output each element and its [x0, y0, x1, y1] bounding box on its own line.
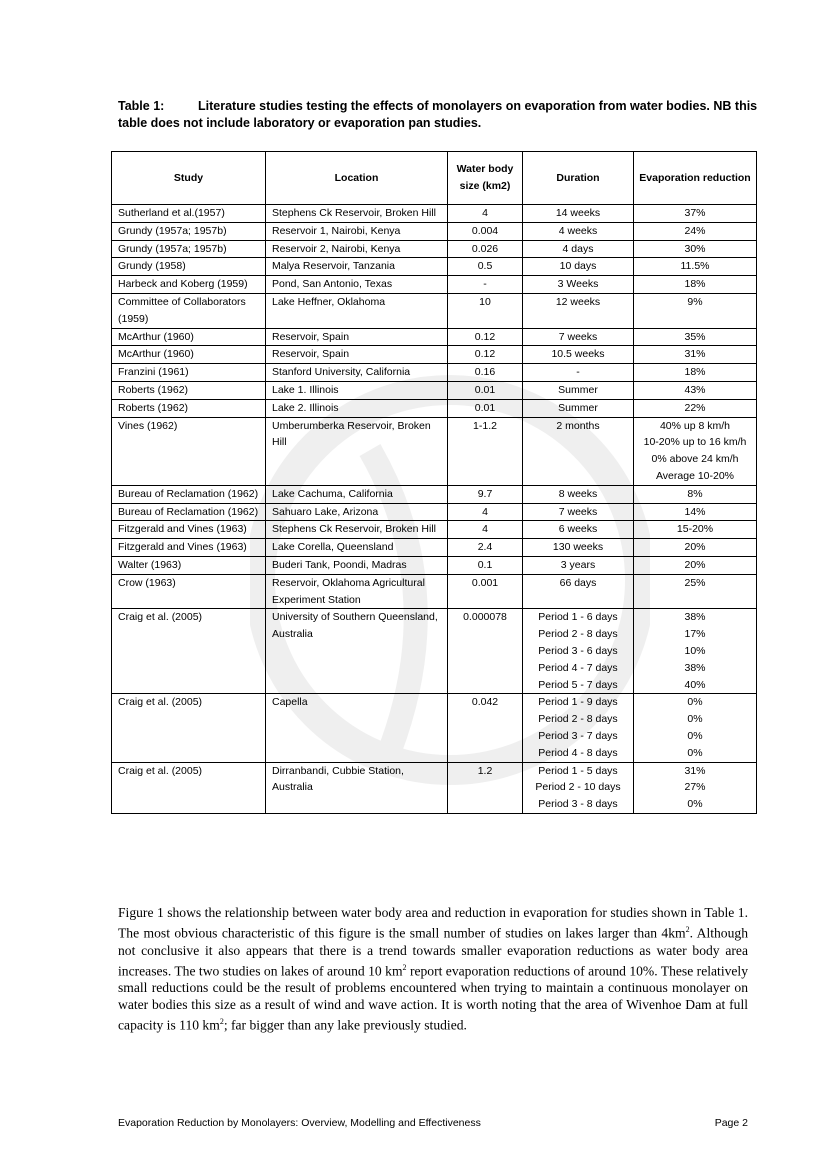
cell-location: Lake 2. Illinois — [266, 399, 448, 417]
reduction-line: 0% — [687, 696, 703, 709]
cell-duration — [523, 503, 634, 521]
cell-study: Crow (1963) — [112, 574, 266, 609]
cell-size: 0.042 — [448, 694, 523, 762]
cell-size: 0.01 — [448, 399, 523, 417]
cell-duration — [523, 694, 634, 762]
superscript-1: 2 — [685, 925, 690, 934]
table-row — [112, 521, 757, 539]
reduction-line: 25% — [684, 576, 706, 589]
cell-duration — [523, 293, 634, 328]
cell-study: Craig et al. (2005) — [112, 609, 266, 694]
reduction-line: 40% — [684, 678, 706, 691]
cell-size: 0.1 — [448, 556, 523, 574]
cell-reduction — [634, 694, 757, 762]
paragraph-text-3: report evaporation reductions of around 10%. These relatively small reductions could be the result of problems encountered when trying to maintain a continuous monolayer on water bodies this size as a result of wind and wave action. It is worth noting that the area of Wivenhoe Dam at full capacity is 110 km — [118, 963, 748, 1033]
table-row — [112, 222, 757, 240]
reduction-line: 15-20% — [676, 523, 714, 536]
cell-location: Dirranbandi, Cubbie Station, Australia — [266, 762, 448, 813]
cell-study: Franzini (1961) — [112, 364, 266, 382]
duration-line: 4 weeks — [558, 224, 598, 237]
cell-location: Sahuaro Lake, Arizona — [266, 503, 448, 521]
cell-duration — [523, 574, 634, 609]
reduction-line: 0% above 24 km/h — [651, 453, 739, 466]
cell-size: 0.001 — [448, 574, 523, 609]
cell-study: Committee of Collaborators (1959) — [112, 293, 266, 328]
header-location: Location — [266, 152, 448, 205]
duration-line: Period 4 - 7 days — [538, 661, 618, 674]
table-row — [112, 539, 757, 557]
duration-line: Period 4 - 8 days — [538, 746, 618, 759]
cell-location: Stephens Ck Reservoir, Broken Hill — [266, 521, 448, 539]
cell-study: McArthur (1960) — [112, 328, 266, 346]
cell-size: 0.01 — [448, 381, 523, 399]
header-study: Study — [112, 152, 266, 205]
cell-size: 9.7 — [448, 485, 523, 503]
duration-line: - — [576, 366, 580, 379]
table-row — [112, 503, 757, 521]
cell-reduction — [634, 381, 757, 399]
cell-study: Harbeck and Koberg (1959) — [112, 276, 266, 294]
cell-reduction — [634, 258, 757, 276]
paragraph-text-4: ; far bigger than any lake previously studied. — [223, 1017, 467, 1033]
cell-reduction — [634, 762, 757, 813]
cell-duration — [523, 539, 634, 557]
duration-line: Period 3 - 6 days — [538, 644, 618, 657]
table-row — [112, 364, 757, 382]
table-row — [112, 574, 757, 609]
cell-duration — [523, 485, 634, 503]
literature-table — [111, 151, 757, 814]
reduction-line: 20% — [684, 558, 706, 571]
reduction-line: 38% — [684, 661, 706, 674]
duration-line: Period 1 - 9 days — [538, 696, 618, 709]
cell-size: 4 — [448, 205, 523, 223]
duration-line: Period 5 - 7 days — [538, 678, 618, 691]
cell-reduction — [634, 574, 757, 609]
table-row — [112, 293, 757, 328]
cell-reduction — [634, 328, 757, 346]
cell-study: Grundy (1957a; 1957b) — [112, 240, 266, 258]
table-row — [112, 694, 757, 762]
reduction-line: 35% — [684, 330, 706, 343]
reduction-line: 10-20% up to 16 km/h — [643, 436, 747, 449]
reduction-line: 22% — [684, 401, 706, 414]
table-caption — [118, 98, 758, 132]
duration-line: Period 3 - 8 days — [538, 798, 618, 811]
reduction-line: 0% — [687, 746, 703, 759]
duration-line: Summer — [558, 383, 598, 396]
reduction-line: 11.5% — [680, 260, 710, 273]
cell-reduction — [634, 417, 757, 485]
table-row — [112, 328, 757, 346]
cell-location: Reservoir, Oklahoma Agricultural Experiment Station — [266, 574, 448, 609]
cell-size: 2.4 — [448, 539, 523, 557]
cell-location: Stephens Ck Reservoir, Broken Hill — [266, 205, 448, 223]
cell-duration — [523, 417, 634, 485]
cell-reduction — [634, 205, 757, 223]
paragraph-text-2: . Although not conclusive it also appears that there is a trend towards smaller evaporation reductions as water body area increases. The two studies on lakes of around 10 km — [118, 925, 748, 979]
cell-size: 0.12 — [448, 328, 523, 346]
table-body — [112, 205, 757, 814]
cell-study: McArthur (1960) — [112, 346, 266, 364]
cell-size: 1.2 — [448, 762, 523, 813]
cell-study: Roberts (1962) — [112, 399, 266, 417]
table-header-row — [112, 152, 757, 205]
duration-line: 10.5 weeks — [551, 348, 605, 361]
duration-line: 6 weeks — [558, 523, 598, 536]
cell-size: 0.000078 — [448, 609, 523, 694]
duration-line: 3 Weeks — [557, 278, 599, 291]
table-row — [112, 609, 757, 694]
cell-study: Grundy (1957a; 1957b) — [112, 222, 266, 240]
reduction-line: 27% — [684, 781, 706, 794]
cell-study: Fitzgerald and Vines (1963) — [112, 521, 266, 539]
cell-size: 10 — [448, 293, 523, 328]
cell-study: Sutherland et al.(1957) — [112, 205, 266, 223]
duration-line: 2 months — [556, 419, 600, 432]
duration-line: 7 weeks — [558, 505, 598, 518]
paragraph-text-1: Figure 1 shows the relationship between water body area and reduction in evaporation for studies shown in Table 1. The most obvious characteristic of this figure is the small number of studies on lakes larger than 4km — [118, 905, 748, 941]
superscript-2: 2 — [402, 962, 407, 972]
cell-reduction — [634, 539, 757, 557]
table-row — [112, 258, 757, 276]
cell-location: Malya Reservoir, Tanzania — [266, 258, 448, 276]
cell-location: Buderi Tank, Poondi, Madras — [266, 556, 448, 574]
cell-duration — [523, 381, 634, 399]
cell-location: Lake Corella, Queensland — [266, 539, 448, 557]
cell-duration — [523, 328, 634, 346]
reduction-line: 18% — [684, 278, 706, 291]
reduction-line: 18% — [684, 366, 706, 379]
cell-study: Fitzgerald and Vines (1963) — [112, 539, 266, 557]
duration-line: Period 2 - 8 days — [538, 628, 618, 641]
duration-line: 66 days — [559, 576, 597, 589]
table-row — [112, 399, 757, 417]
body-paragraph — [118, 904, 748, 1034]
cell-location: Reservoir, Spain — [266, 328, 448, 346]
reduction-line: 14% — [684, 505, 706, 518]
cell-duration — [523, 240, 634, 258]
cell-reduction — [634, 485, 757, 503]
cell-study: Craig et al. (2005) — [112, 694, 266, 762]
cell-duration — [523, 258, 634, 276]
cell-reduction — [634, 609, 757, 694]
cell-location: Reservoir 1, Nairobi, Kenya — [266, 222, 448, 240]
duration-line: Period 3 - 7 days — [538, 729, 618, 742]
duration-line: Summer — [558, 401, 598, 414]
footer-page-number: Page 2 — [714, 1117, 748, 1129]
cell-size: 0.004 — [448, 222, 523, 240]
cell-location: Capella — [266, 694, 448, 762]
table-caption-text: Literature studies testing the effects of monolayers on evaporation from water bodies. NB this table does not include laboratory or evaporation pan studies. — [118, 99, 758, 130]
cell-duration — [523, 205, 634, 223]
header-duration: Duration — [523, 152, 634, 205]
cell-location: Stanford University, California — [266, 364, 448, 382]
table-row — [112, 556, 757, 574]
cell-study: Roberts (1962) — [112, 381, 266, 399]
duration-line: 130 weeks — [552, 541, 604, 554]
cell-study: Craig et al. (2005) — [112, 762, 266, 813]
footer-title: Evaporation Reduction by Monolayers: Overview, Modelling and Effectiveness — [118, 1117, 481, 1129]
superscript-3: 2 — [219, 1017, 224, 1027]
reduction-line: 24% — [684, 224, 706, 237]
cell-study: Bureau of Reclamation (1962) — [112, 485, 266, 503]
cell-reduction — [634, 399, 757, 417]
cell-location: Umberumberka Reservoir, Broken Hill — [266, 417, 448, 485]
cell-location: Lake Heffner, Oklahoma — [266, 293, 448, 328]
cell-reduction — [634, 556, 757, 574]
reduction-line: 20% — [684, 541, 706, 554]
duration-line: Period 1 - 6 days — [538, 611, 618, 624]
reduction-line: 38% — [684, 611, 706, 624]
table-row — [112, 205, 757, 223]
cell-size: 0.026 — [448, 240, 523, 258]
cell-reduction — [634, 346, 757, 364]
cell-study: Walter (1963) — [112, 556, 266, 574]
duration-line: 14 weeks — [555, 207, 601, 219]
table-row — [112, 381, 757, 399]
cell-size: 0.16 — [448, 364, 523, 382]
cell-duration — [523, 399, 634, 417]
duration-line: 3 years — [560, 558, 596, 571]
reduction-line: 8% — [687, 487, 703, 500]
cell-duration — [523, 762, 634, 813]
reduction-line: 17% — [684, 628, 706, 641]
reduction-line: 10% — [684, 644, 706, 657]
reduction-line: 30% — [684, 242, 706, 255]
table-row — [112, 417, 757, 485]
cell-reduction — [634, 503, 757, 521]
reduction-line: 31% — [684, 764, 706, 777]
cell-location: Reservoir, Spain — [266, 346, 448, 364]
duration-line: 4 days — [562, 242, 594, 255]
table-row — [112, 240, 757, 258]
reduction-line: Average 10-20% — [655, 469, 735, 482]
reduction-line: 0% — [687, 729, 703, 742]
cell-location: Lake 1. Illinois — [266, 381, 448, 399]
cell-location: Pond, San Antonio, Texas — [266, 276, 448, 294]
cell-size: - — [448, 276, 523, 294]
cell-study: Vines (1962) — [112, 417, 266, 485]
cell-reduction — [634, 222, 757, 240]
table-row — [112, 276, 757, 294]
table-row — [112, 762, 757, 813]
cell-location: Lake Cachuma, California — [266, 485, 448, 503]
cell-reduction — [634, 276, 757, 294]
cell-duration — [523, 364, 634, 382]
duration-line: 7 weeks — [558, 330, 598, 343]
duration-line: Period 2 - 10 days — [535, 781, 621, 794]
cell-reduction — [634, 521, 757, 539]
cell-duration — [523, 276, 634, 294]
cell-duration — [523, 346, 634, 364]
cell-study: Grundy (1958) — [112, 258, 266, 276]
cell-duration — [523, 222, 634, 240]
reduction-line: 0% — [687, 713, 703, 726]
table-caption-label: Table 1: — [118, 99, 165, 113]
cell-location: Reservoir 2, Nairobi, Kenya — [266, 240, 448, 258]
reduction-line: 9% — [687, 295, 703, 308]
header-size: Water body size (km2) — [448, 152, 523, 205]
cell-size: 4 — [448, 521, 523, 539]
cell-reduction — [634, 293, 757, 328]
duration-line: Period 2 - 8 days — [538, 713, 618, 726]
cell-reduction — [634, 240, 757, 258]
duration-line: 12 weeks — [555, 295, 601, 308]
duration-line: 8 weeks — [558, 487, 598, 500]
cell-reduction — [634, 364, 757, 382]
cell-location: University of Southern Queensland, Australia — [266, 609, 448, 694]
cell-size: 4 — [448, 503, 523, 521]
cell-duration — [523, 556, 634, 574]
cell-study: Bureau of Reclamation (1962) — [112, 503, 266, 521]
reduction-line: 43% — [684, 383, 706, 396]
reduction-line: 40% up 8 km/h — [659, 419, 731, 432]
table-row — [112, 346, 757, 364]
table-row — [112, 485, 757, 503]
reduction-line: 37% — [684, 207, 706, 219]
header-reduction: Evaporation reduction — [634, 152, 757, 205]
cell-size: 0.12 — [448, 346, 523, 364]
cell-size: 1-1.2 — [448, 417, 523, 485]
cell-duration — [523, 521, 634, 539]
duration-line: 10 days — [559, 260, 597, 273]
cell-duration — [523, 609, 634, 694]
reduction-line: 0% — [687, 798, 703, 811]
duration-line: Period 1 - 5 days — [538, 764, 618, 777]
reduction-line: 31% — [684, 348, 706, 361]
cell-size: 0.5 — [448, 258, 523, 276]
